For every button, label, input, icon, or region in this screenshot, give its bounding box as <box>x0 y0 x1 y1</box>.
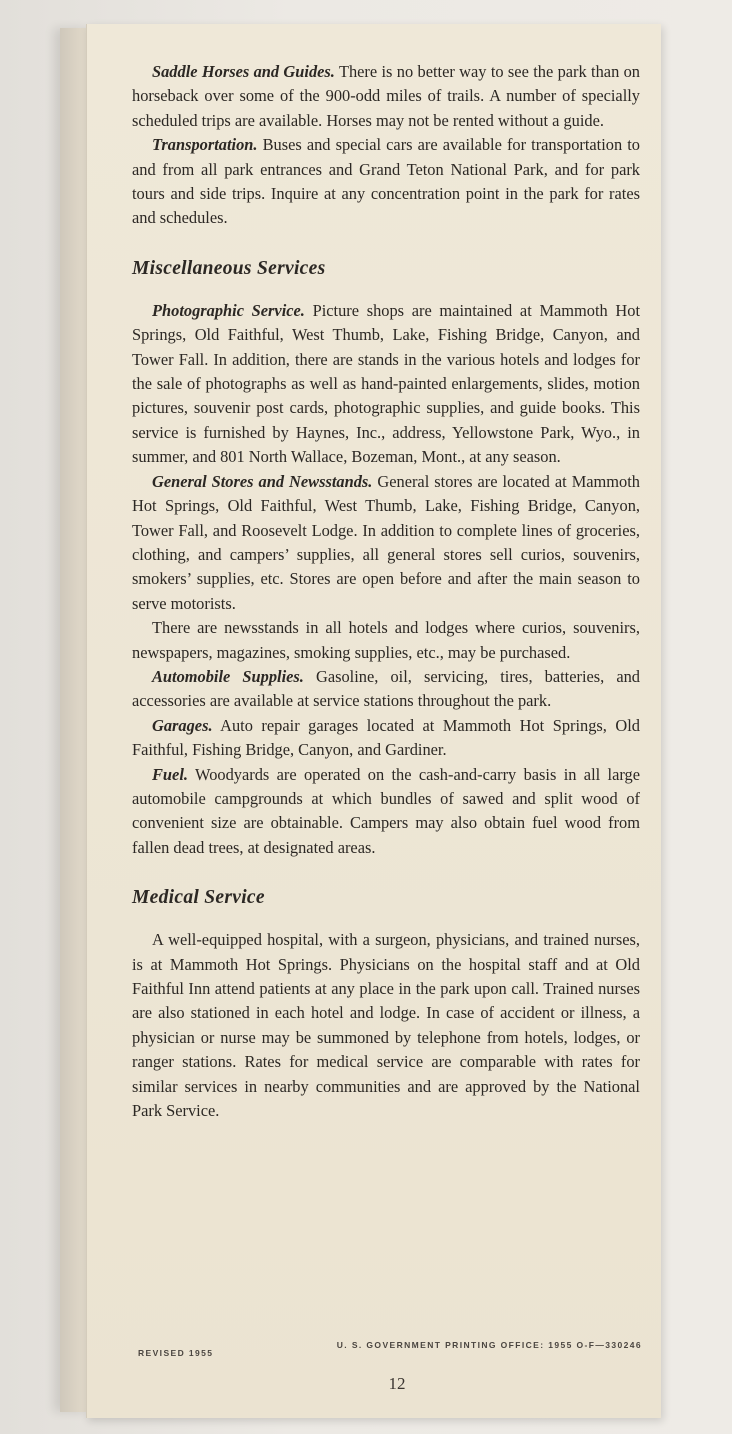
lead-saddle-horses: Saddle Horses and Guides. <box>152 62 335 81</box>
text-saddle-horses: There is no better way to see the park than on horseback over some of the 900-odd miles of trails. A number of specially scheduled trips are available. Horses may not be rented without a guide. <box>132 62 640 130</box>
lead-general-stores: General Stores and Newsstands. <box>152 471 373 491</box>
text-general-stores: General stores are located at Mammoth Hot Springs, Old Faithful, West Thumb, Lake, Fishing Bridge, Canyon, Tower Fall, and Roosevelt Lodge. In addition to complete lines of groceries, clothing, and campers’ supplies, all general stores sell curios, souvenirs, smokers’ supplies, etc. Stores are open before and after the main season to serve motorists. <box>132 471 640 613</box>
page-content <box>132 60 640 1123</box>
heading-medical-service: Medical Service <box>132 887 265 909</box>
revised-note: REVISED 1955 <box>138 1348 214 1358</box>
paragraph-saddle-horses <box>132 60 640 133</box>
text-photographic-service: Picture shops are maintained at Mammoth Hot Springs, Old Faithful, West Thumb, Lake, Fishing Bridge, Canyon, and Tower Fall. In addition, there are stands in the various hotels and lodges for the sale of photographs as well as hand-painted enlargements, slides, motion pictures, souvenir post cards, photographic supplies, and guide books. This service is furnished by Haynes, Inc., address, Yellowstone Park, Wyo., in summer, and 801 North Wallace, Bozeman, Mont., at any season. <box>132 300 640 467</box>
text-fuel: Woodyards are operated on the cash-and-carry basis in all large automobile campgrounds at which bundles of sawed and split wood of convenient size are obtainable. Campers may also obtain fuel wood from fallen dead trees, at designated areas. <box>132 764 640 857</box>
lead-fuel: Fuel. <box>152 764 188 784</box>
text-transportation: Buses and special cars are available for transportation to and from all park entrances and Grand Teton National Park, and for park tours and side trips. Inquire at any concentration point in the park for rates and schedules. <box>132 135 640 228</box>
lead-photographic-service: Photographic Service. <box>152 300 305 320</box>
lead-transportation: Transportation. <box>152 135 258 155</box>
paragraph-photographic-service <box>132 299 640 470</box>
heading-miscellaneous-services: Miscellaneous Services <box>132 257 326 279</box>
paragraph-garages <box>132 714 640 763</box>
page-number: 12 <box>388 1374 406 1393</box>
paragraph-automobile-supplies <box>132 665 640 714</box>
text-automobile-supplies: Gasoline, oil, servicing, tires, batteries, and accessories are available at service stations throughout the park. <box>132 666 641 711</box>
paragraph-fuel <box>132 763 640 861</box>
lead-automobile-supplies: Automobile Supplies. <box>152 666 304 686</box>
printing-office-note: U. S. GOVERNMENT PRINTING OFFICE: 1955 O-F—330246 <box>336 1340 642 1350</box>
lead-garages: Garages. <box>152 715 213 735</box>
paragraph-general-stores <box>132 470 640 616</box>
paragraph-transportation <box>132 133 640 231</box>
text-garages: Auto repair garages located at Mammoth Hot Springs, Old Faithful, Fishing Bridge, Canyon, and Gardiner. <box>132 715 640 760</box>
paragraph-medical-service: A well-equipped hospital, with a surgeon, physicians, and trained nurses, is at Mammoth Hot Springs. Physicians on the hospital staff and at Old Faithful Inn attend patients at any place in the park upon call. Trained nurses are also stationed in each hotel and lodge. In case of accident or illness, a physician or nurse may be summoned by telephone from hotels, lodges, or ranger stations. Rates for medical service are comparable with rates for similar services in nearby communities and are approved by the National Park Service. <box>132 930 640 1121</box>
paragraph-newsstands: There are newsstands in all hotels and lodges where curios, souvenirs, newspapers, magazines, smoking supplies, etc., may be purchased. <box>132 618 640 662</box>
